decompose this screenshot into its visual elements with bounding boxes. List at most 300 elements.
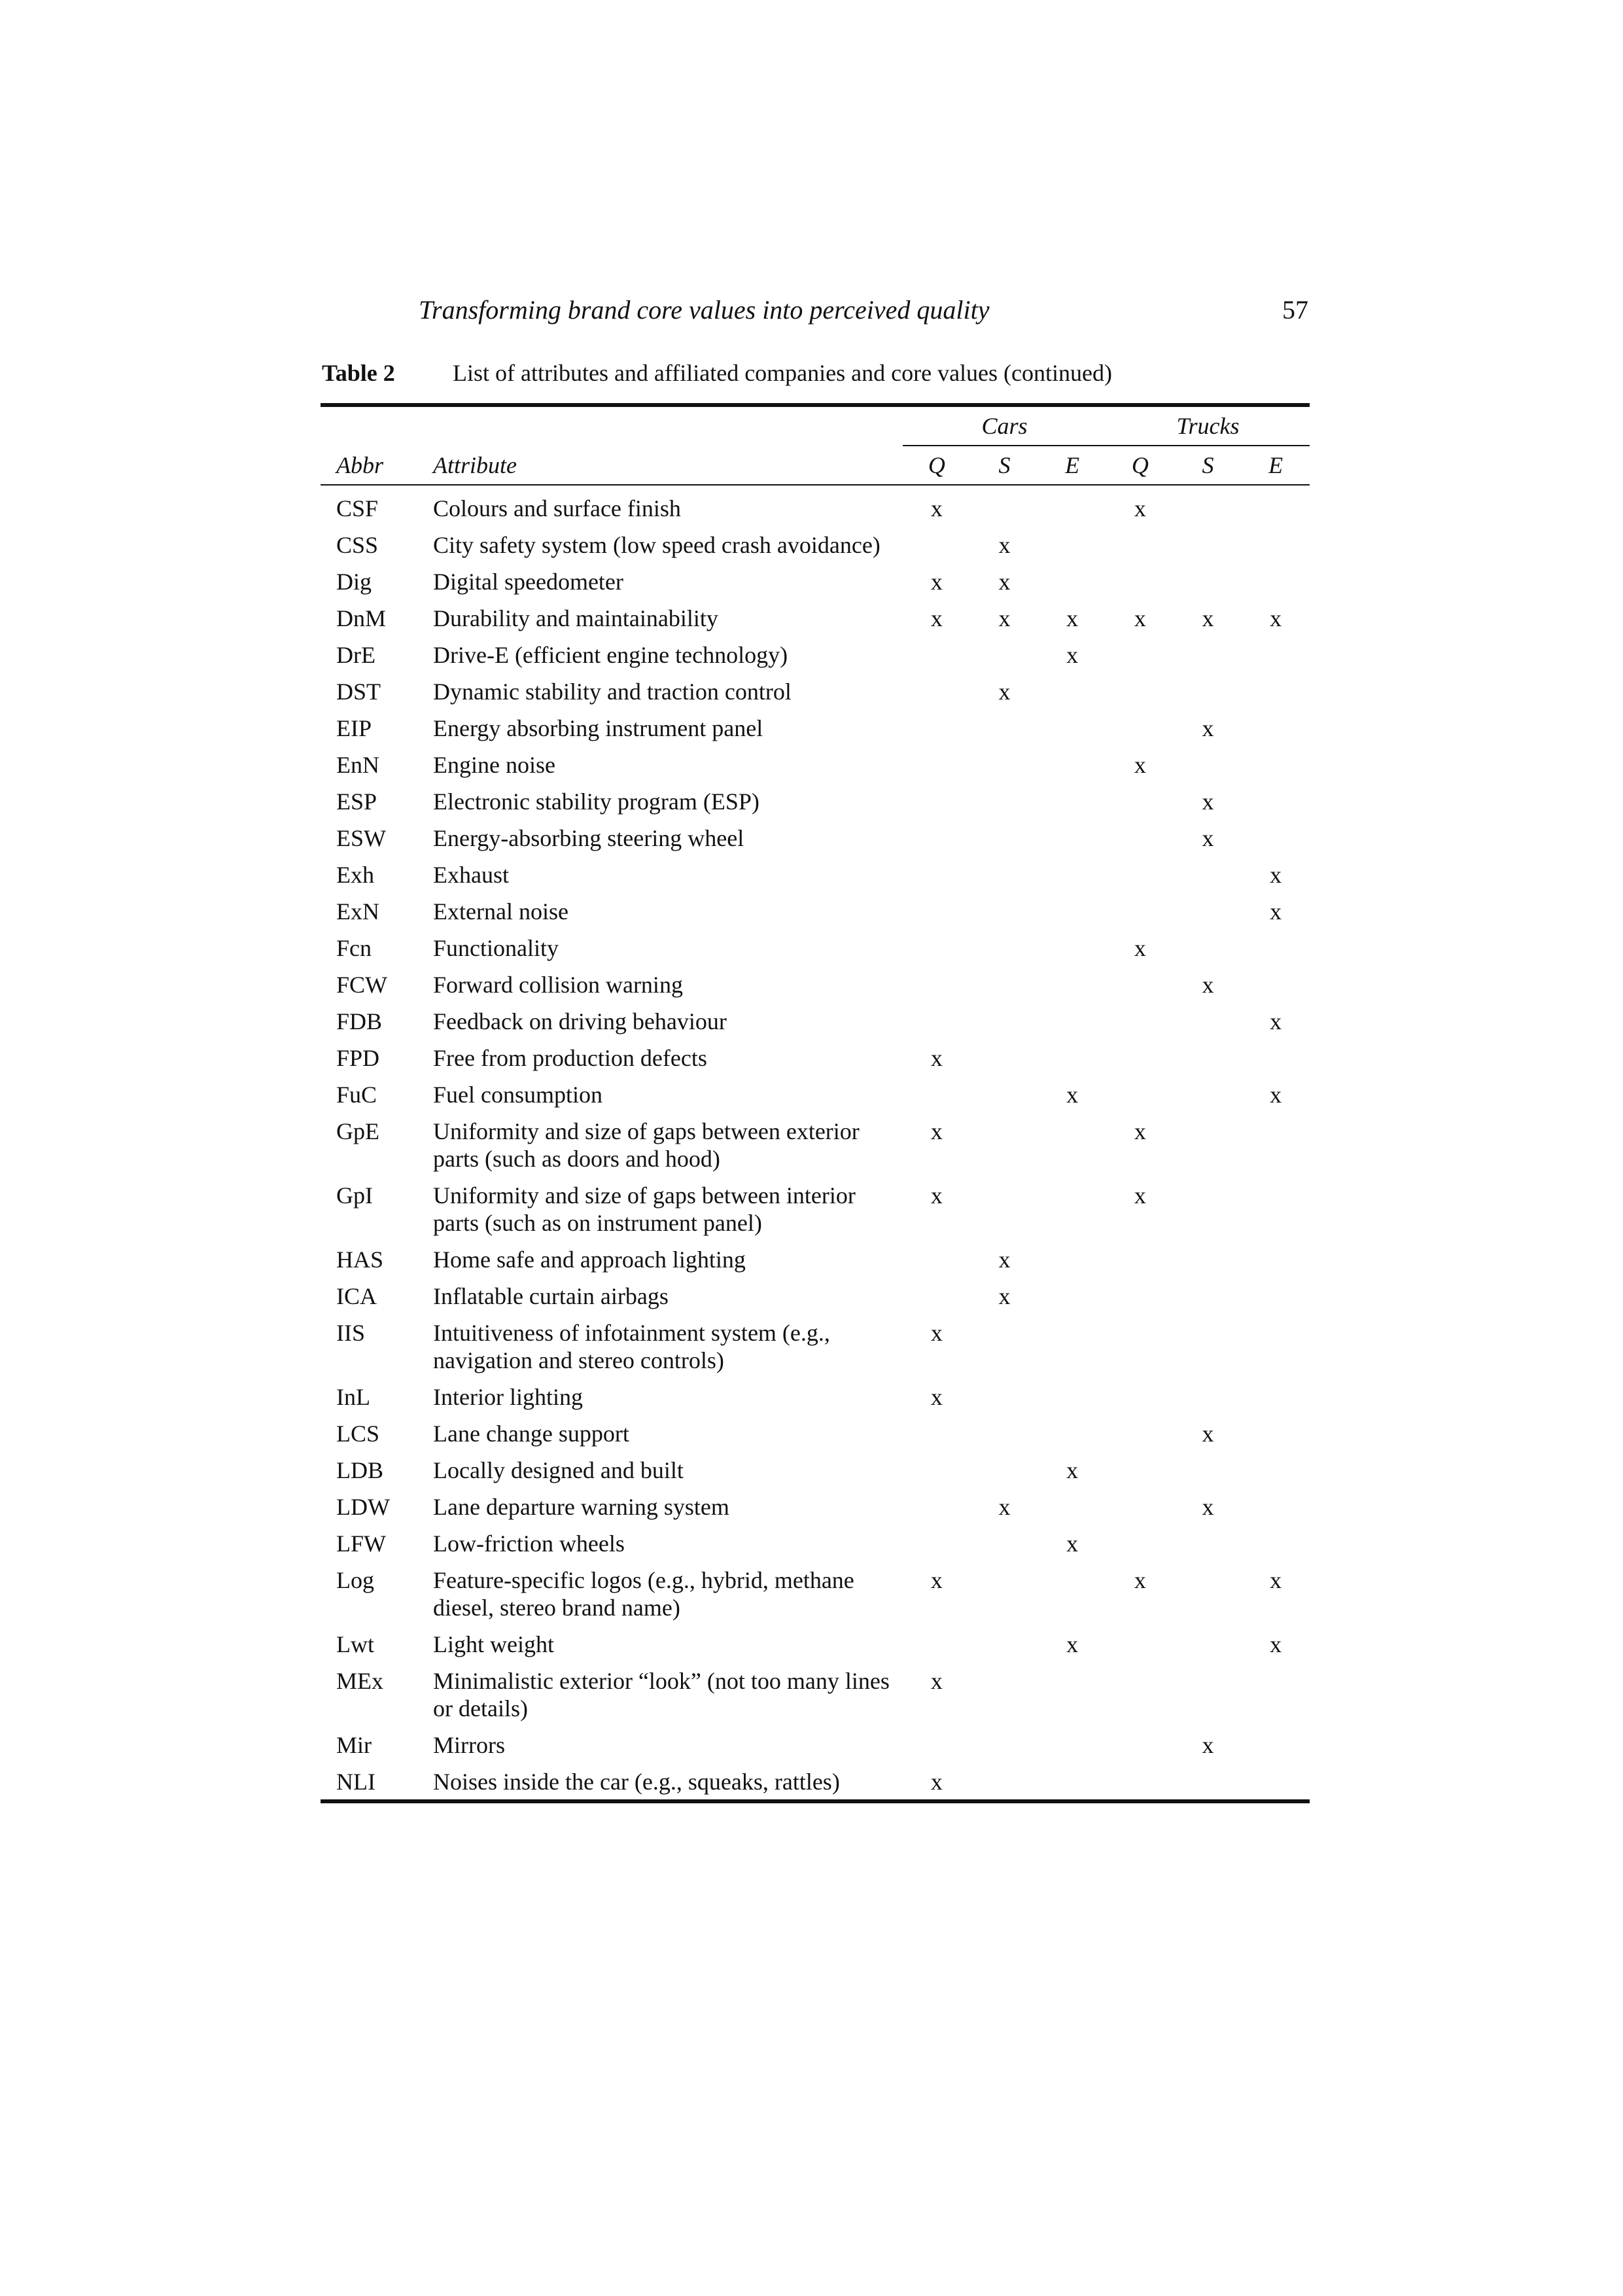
cell-abbr: DST xyxy=(336,679,381,705)
cell-mark xyxy=(903,1722,971,1759)
cell-mark xyxy=(1174,889,1242,925)
column-header-attribute: Attribute xyxy=(433,446,903,485)
cell-attribute: Uniformity and size of gaps between exterior parts (such as doors and hood) xyxy=(433,1118,860,1172)
cell-mark xyxy=(1106,1484,1174,1521)
cell-mark xyxy=(903,705,971,742)
cell-abbr: InL xyxy=(336,1384,370,1410)
cell-mark: x xyxy=(1066,1082,1079,1108)
cell-mark xyxy=(1242,1237,1310,1273)
cell-attribute: Energy absorbing instrument panel xyxy=(433,715,763,741)
cell-mark: x xyxy=(1202,715,1214,741)
cell-mark xyxy=(1242,632,1310,669)
table-row xyxy=(321,1108,1310,1173)
table-row xyxy=(321,1722,1310,1759)
cell-mark xyxy=(1106,1447,1174,1484)
cell-mark: x xyxy=(903,1759,971,1801)
cell-mark xyxy=(971,1759,1039,1801)
cell-mark xyxy=(1242,1035,1310,1072)
cell-mark xyxy=(971,1521,1039,1557)
running-title: Transforming brand core values into perceived quality xyxy=(419,295,990,325)
table-row xyxy=(321,889,1310,925)
table-row xyxy=(321,632,1310,669)
cell-mark xyxy=(971,998,1039,1035)
cell-mark xyxy=(971,852,1039,889)
cell-mark xyxy=(1038,1484,1106,1521)
cell-mark xyxy=(1242,1447,1310,1484)
cell-mark: x xyxy=(930,569,943,595)
cell-mark xyxy=(1242,559,1310,595)
cell-mark: x xyxy=(998,679,1011,705)
column-header-trucks-q: Q xyxy=(1106,446,1174,485)
cell-mark xyxy=(971,925,1039,962)
cell-mark xyxy=(1106,1273,1174,1310)
cell-mark xyxy=(1106,815,1174,852)
cell-mark xyxy=(971,1621,1039,1658)
cell-mark xyxy=(1174,1759,1242,1801)
cell-attribute: Locally designed and built xyxy=(433,1457,684,1483)
cell-abbr: LDB xyxy=(336,1457,383,1483)
cell-mark xyxy=(971,632,1039,669)
group-header-cars: Cars xyxy=(903,405,1106,446)
cell-attribute: Free from production defects xyxy=(433,1045,707,1071)
cell-mark xyxy=(903,1273,971,1310)
group-header-row xyxy=(321,405,1310,446)
cell-mark xyxy=(1038,1411,1106,1447)
cell-mark xyxy=(1242,815,1310,852)
cell-mark xyxy=(1106,632,1174,669)
cell-mark xyxy=(1106,1072,1174,1108)
cell-mark xyxy=(1038,925,1106,962)
table-row xyxy=(321,742,1310,779)
table-row xyxy=(321,1374,1310,1411)
cell-mark xyxy=(1242,1658,1310,1722)
cell-attribute: Feedback on driving behaviour xyxy=(433,1008,727,1034)
table-row xyxy=(321,1759,1310,1801)
cell-mark xyxy=(1242,742,1310,779)
cell-mark xyxy=(1106,1621,1174,1658)
table-row xyxy=(321,998,1310,1035)
cell-mark xyxy=(1174,1658,1242,1722)
cell-abbr: DnM xyxy=(336,605,387,631)
cell-mark xyxy=(971,1447,1039,1484)
table-row xyxy=(321,1658,1310,1722)
table-row xyxy=(321,559,1310,595)
cell-abbr: DrE xyxy=(336,642,375,668)
cell-abbr: Fcn xyxy=(336,935,372,961)
cell-mark: x xyxy=(1270,605,1282,631)
cell-mark xyxy=(971,705,1039,742)
cell-mark xyxy=(1038,1557,1106,1621)
cell-attribute: Lane change support xyxy=(433,1421,629,1447)
cell-mark xyxy=(903,1484,971,1521)
cell-mark: x xyxy=(1270,1082,1282,1108)
cell-mark xyxy=(1106,1658,1174,1722)
cell-attribute: Interior lighting xyxy=(433,1384,583,1410)
cell-mark xyxy=(1038,962,1106,998)
cell-attribute: City safety system (low speed crash avoidance) xyxy=(433,532,881,558)
cell-mark xyxy=(1174,1521,1242,1557)
cell-mark xyxy=(1038,669,1106,705)
page-number: 57 xyxy=(1282,295,1308,325)
cell-mark: x xyxy=(1134,1567,1146,1593)
cell-mark xyxy=(971,815,1039,852)
cell-attribute: Engine noise xyxy=(433,752,555,778)
table-label: Table 2 xyxy=(322,360,395,386)
cell-mark xyxy=(1038,889,1106,925)
cell-mark xyxy=(1174,1035,1242,1072)
cell-mark: x xyxy=(930,1182,943,1209)
cell-mark xyxy=(1174,1237,1242,1273)
cell-mark xyxy=(1174,1374,1242,1411)
cell-mark xyxy=(1038,522,1106,559)
cell-mark xyxy=(1106,1374,1174,1411)
cell-abbr: LFW xyxy=(336,1530,386,1557)
cell-mark xyxy=(1106,559,1174,595)
cell-abbr: Log xyxy=(336,1567,374,1593)
cell-mark xyxy=(1174,742,1242,779)
cell-mark xyxy=(971,485,1039,522)
column-header-cars-e: E xyxy=(1038,446,1106,485)
cell-attribute: Forward collision warning xyxy=(433,972,683,998)
cell-mark: x xyxy=(930,1384,943,1410)
cell-mark: x xyxy=(998,1246,1011,1273)
cell-mark xyxy=(1242,522,1310,559)
cell-mark xyxy=(1038,1108,1106,1173)
cell-attribute: Lane departure warning system xyxy=(433,1494,729,1520)
cell-mark xyxy=(1242,1310,1310,1374)
cell-mark: x xyxy=(998,532,1011,558)
cell-mark xyxy=(903,1621,971,1658)
cell-mark xyxy=(1038,779,1106,815)
cell-mark: x xyxy=(1066,642,1079,668)
cell-mark xyxy=(1106,1722,1174,1759)
column-header-trucks-s: S xyxy=(1174,446,1242,485)
cell-mark xyxy=(971,1411,1039,1447)
cell-mark xyxy=(1106,1759,1174,1801)
cell-mark xyxy=(1038,1759,1106,1801)
table-caption xyxy=(322,357,1112,389)
column-header-row xyxy=(321,446,1310,485)
cell-mark: x xyxy=(1202,1494,1214,1520)
cell-mark xyxy=(1038,1310,1106,1374)
cell-attribute: Fuel consumption xyxy=(433,1082,602,1108)
cell-attribute: Feature-specific logos (e.g., hybrid, methane diesel, stereo brand name) xyxy=(433,1567,854,1621)
cell-mark xyxy=(1038,1173,1106,1237)
cell-mark xyxy=(971,1557,1039,1621)
cell-mark xyxy=(1106,998,1174,1035)
cell-mark xyxy=(1174,1273,1242,1310)
cell-mark xyxy=(1038,559,1106,595)
cell-mark xyxy=(971,1722,1039,1759)
cell-mark xyxy=(1106,1411,1174,1447)
table-row xyxy=(321,1310,1310,1374)
cell-mark xyxy=(1038,1658,1106,1722)
cell-abbr: ESP xyxy=(336,788,377,815)
table-body xyxy=(321,485,1310,1801)
cell-mark xyxy=(1038,485,1106,522)
cell-abbr: FuC xyxy=(336,1082,377,1108)
cell-attribute: Exhaust xyxy=(433,862,509,888)
cell-mark xyxy=(1242,485,1310,522)
cell-mark xyxy=(1038,815,1106,852)
cell-mark xyxy=(1106,962,1174,998)
cell-mark xyxy=(903,852,971,889)
cell-abbr: MEx xyxy=(336,1668,383,1694)
cell-mark: x xyxy=(1134,495,1146,521)
cell-mark: x xyxy=(1134,1118,1146,1144)
table-row xyxy=(321,1411,1310,1447)
cell-abbr: Exh xyxy=(336,862,374,888)
table-row xyxy=(321,705,1310,742)
cell-mark xyxy=(971,962,1039,998)
cell-mark xyxy=(1242,1273,1310,1310)
cell-abbr: LDW xyxy=(336,1494,390,1520)
cell-mark xyxy=(903,522,971,559)
cell-mark: x xyxy=(1270,898,1282,925)
cell-mark: x xyxy=(1202,605,1214,631)
cell-mark xyxy=(1242,669,1310,705)
cell-mark xyxy=(1106,669,1174,705)
cell-abbr: GpI xyxy=(336,1182,373,1209)
cell-mark: x xyxy=(1270,1631,1282,1657)
cell-mark xyxy=(1174,559,1242,595)
table-row xyxy=(321,925,1310,962)
column-header-trucks-e: E xyxy=(1242,446,1310,485)
cell-mark xyxy=(903,1411,971,1447)
cell-mark xyxy=(1174,1072,1242,1108)
cell-mark xyxy=(1038,852,1106,889)
cell-mark xyxy=(1242,1108,1310,1173)
cell-mark: x xyxy=(1202,825,1214,851)
cell-mark xyxy=(1242,1722,1310,1759)
cell-attribute: Light weight xyxy=(433,1631,554,1657)
cell-attribute: Noises inside the car (e.g., squeaks, rattles) xyxy=(433,1759,903,1801)
cell-mark: x xyxy=(1270,862,1282,888)
cell-mark xyxy=(971,889,1039,925)
table-row xyxy=(321,1484,1310,1521)
cell-abbr: EnN xyxy=(336,752,379,778)
cell-abbr: FPD xyxy=(336,1045,380,1071)
cell-mark: x xyxy=(1202,972,1214,998)
cell-mark: x xyxy=(930,1045,943,1071)
cell-mark: x xyxy=(998,569,1011,595)
cell-abbr: FCW xyxy=(336,972,388,998)
cell-mark xyxy=(1106,522,1174,559)
cell-abbr: CSS xyxy=(336,532,379,558)
cell-abbr: CSF xyxy=(336,495,379,521)
cell-mark xyxy=(1106,852,1174,889)
cell-mark xyxy=(971,1108,1039,1173)
cell-mark xyxy=(1174,1557,1242,1621)
cell-mark xyxy=(1038,1273,1106,1310)
cell-mark: x xyxy=(1134,935,1146,961)
cell-mark xyxy=(1242,705,1310,742)
cell-abbr: FDB xyxy=(336,1008,383,1034)
cell-mark: x xyxy=(1134,752,1146,778)
cell-mark xyxy=(903,815,971,852)
column-header-abbr: Abbr xyxy=(321,446,433,485)
table-row xyxy=(321,1557,1310,1621)
cell-attribute: Energy-absorbing steering wheel xyxy=(433,825,744,851)
table-row xyxy=(321,852,1310,889)
cell-mark xyxy=(1242,779,1310,815)
cell-abbr: IIS xyxy=(336,1320,365,1346)
cell-mark: x xyxy=(1134,1182,1146,1209)
cell-attribute: Mirrors xyxy=(433,1732,505,1758)
cell-mark xyxy=(971,1035,1039,1072)
table-row xyxy=(321,962,1310,998)
cell-mark: x xyxy=(1066,1457,1079,1483)
cell-mark: x xyxy=(998,1283,1011,1309)
table-row xyxy=(321,669,1310,705)
cell-mark xyxy=(1106,1521,1174,1557)
cell-abbr: ESW xyxy=(336,825,386,851)
cell-mark xyxy=(903,1072,971,1108)
cell-attribute: Colours and surface finish xyxy=(433,495,681,521)
cell-abbr: Mir xyxy=(336,1732,372,1758)
cell-mark: x xyxy=(930,495,943,521)
cell-mark xyxy=(1174,1108,1242,1173)
cell-mark xyxy=(1174,998,1242,1035)
table-row xyxy=(321,1035,1310,1072)
table-row xyxy=(321,595,1310,632)
cell-mark: x xyxy=(1066,1530,1079,1557)
column-header-cars-s: S xyxy=(971,446,1039,485)
cell-mark: x xyxy=(930,1320,943,1346)
cell-mark xyxy=(1174,1173,1242,1237)
cell-mark xyxy=(903,962,971,998)
cell-mark xyxy=(1038,1035,1106,1072)
cell-mark xyxy=(1174,1621,1242,1658)
cell-mark: x xyxy=(998,1494,1011,1520)
cell-mark xyxy=(1242,962,1310,998)
cell-attribute: External noise xyxy=(433,898,568,925)
cell-mark xyxy=(1242,1484,1310,1521)
table-row xyxy=(321,485,1310,522)
cell-mark xyxy=(1106,1035,1174,1072)
cell-mark xyxy=(903,632,971,669)
cell-abbr: EIP xyxy=(336,715,372,741)
cell-mark xyxy=(1174,1447,1242,1484)
cell-mark xyxy=(1242,1521,1310,1557)
cell-mark: x xyxy=(930,1567,943,1593)
cell-mark xyxy=(1242,1759,1310,1801)
cell-attribute: Home safe and approach lighting xyxy=(433,1246,746,1273)
cell-mark: x xyxy=(1202,1732,1214,1758)
table-row xyxy=(321,1173,1310,1237)
cell-mark xyxy=(903,1521,971,1557)
cell-mark xyxy=(903,925,971,962)
cell-attribute: Low-friction wheels xyxy=(433,1530,625,1557)
cell-attribute: Digital speedometer xyxy=(433,569,623,595)
cell-mark xyxy=(1106,1237,1174,1273)
cell-mark xyxy=(1038,998,1106,1035)
cell-abbr: HAS xyxy=(336,1246,384,1273)
table-row xyxy=(321,1447,1310,1484)
table-row xyxy=(321,1237,1310,1273)
attributes-table xyxy=(321,403,1310,1803)
cell-mark xyxy=(971,1072,1039,1108)
cell-abbr: Dig xyxy=(336,569,372,595)
cell-mark xyxy=(1106,779,1174,815)
table-row xyxy=(321,1521,1310,1557)
cell-mark xyxy=(971,1658,1039,1722)
cell-abbr: Lwt xyxy=(336,1631,374,1657)
cell-attribute: Dynamic stability and traction control xyxy=(433,679,792,705)
table-row xyxy=(321,522,1310,559)
group-header-trucks: Trucks xyxy=(1106,405,1310,446)
cell-mark xyxy=(1174,632,1242,669)
cell-mark xyxy=(903,998,971,1035)
table-row xyxy=(321,1273,1310,1310)
cell-mark xyxy=(971,742,1039,779)
cell-mark xyxy=(1106,1310,1174,1374)
cell-mark: x xyxy=(930,605,943,631)
cell-mark xyxy=(971,1374,1039,1411)
table-caption-text: List of attributes and affiliated companies and core values (continued) xyxy=(453,360,1112,386)
cell-mark: x xyxy=(1202,788,1214,815)
cell-mark xyxy=(971,779,1039,815)
cell-mark: x xyxy=(1270,1567,1282,1593)
cell-mark: x xyxy=(1066,1631,1079,1657)
cell-abbr: ICA xyxy=(336,1283,377,1309)
cell-mark: x xyxy=(1134,605,1146,631)
cell-mark: x xyxy=(1066,605,1079,631)
cell-mark xyxy=(903,889,971,925)
cell-abbr: LCS xyxy=(336,1421,380,1447)
cell-mark xyxy=(1242,1374,1310,1411)
cell-mark xyxy=(1242,1411,1310,1447)
column-header-cars-q: Q xyxy=(903,446,971,485)
cell-mark xyxy=(1038,1237,1106,1273)
cell-mark xyxy=(1174,522,1242,559)
cell-attribute: Electronic stability program (ESP) xyxy=(433,788,759,815)
cell-attribute: Minimalistic exterior “look” (not too many lines or details) xyxy=(433,1668,890,1722)
table-row xyxy=(321,1072,1310,1108)
cell-abbr: GpE xyxy=(336,1118,379,1144)
cell-mark xyxy=(903,1447,971,1484)
cell-attribute: Durability and maintainability xyxy=(433,605,718,631)
table-row xyxy=(321,779,1310,815)
cell-mark: x xyxy=(1202,1421,1214,1447)
cell-abbr: NLI xyxy=(321,1759,433,1801)
cell-mark xyxy=(1038,1374,1106,1411)
cell-mark: x xyxy=(930,1118,943,1144)
cell-mark xyxy=(903,779,971,815)
cell-mark xyxy=(1174,925,1242,962)
cell-mark: x xyxy=(1270,1008,1282,1034)
cell-attribute: Uniformity and size of gaps between interior parts (such as on instrument panel) xyxy=(433,1182,856,1236)
cell-mark xyxy=(1038,742,1106,779)
cell-mark xyxy=(1242,1173,1310,1237)
cell-attribute: Drive-E (efficient engine technology) xyxy=(433,642,788,668)
cell-mark xyxy=(1038,705,1106,742)
cell-mark xyxy=(1174,485,1242,522)
cell-mark xyxy=(1038,1722,1106,1759)
cell-attribute: Inflatable curtain airbags xyxy=(433,1283,669,1309)
cell-mark xyxy=(903,742,971,779)
cell-mark xyxy=(1174,669,1242,705)
cell-mark xyxy=(1174,1310,1242,1374)
cell-mark xyxy=(971,1310,1039,1374)
cell-abbr: ExN xyxy=(336,898,379,925)
cell-mark: x xyxy=(998,605,1011,631)
cell-mark xyxy=(1106,889,1174,925)
table-row xyxy=(321,1621,1310,1658)
cell-mark xyxy=(1106,705,1174,742)
cell-mark: x xyxy=(930,1668,943,1694)
cell-mark xyxy=(1242,925,1310,962)
